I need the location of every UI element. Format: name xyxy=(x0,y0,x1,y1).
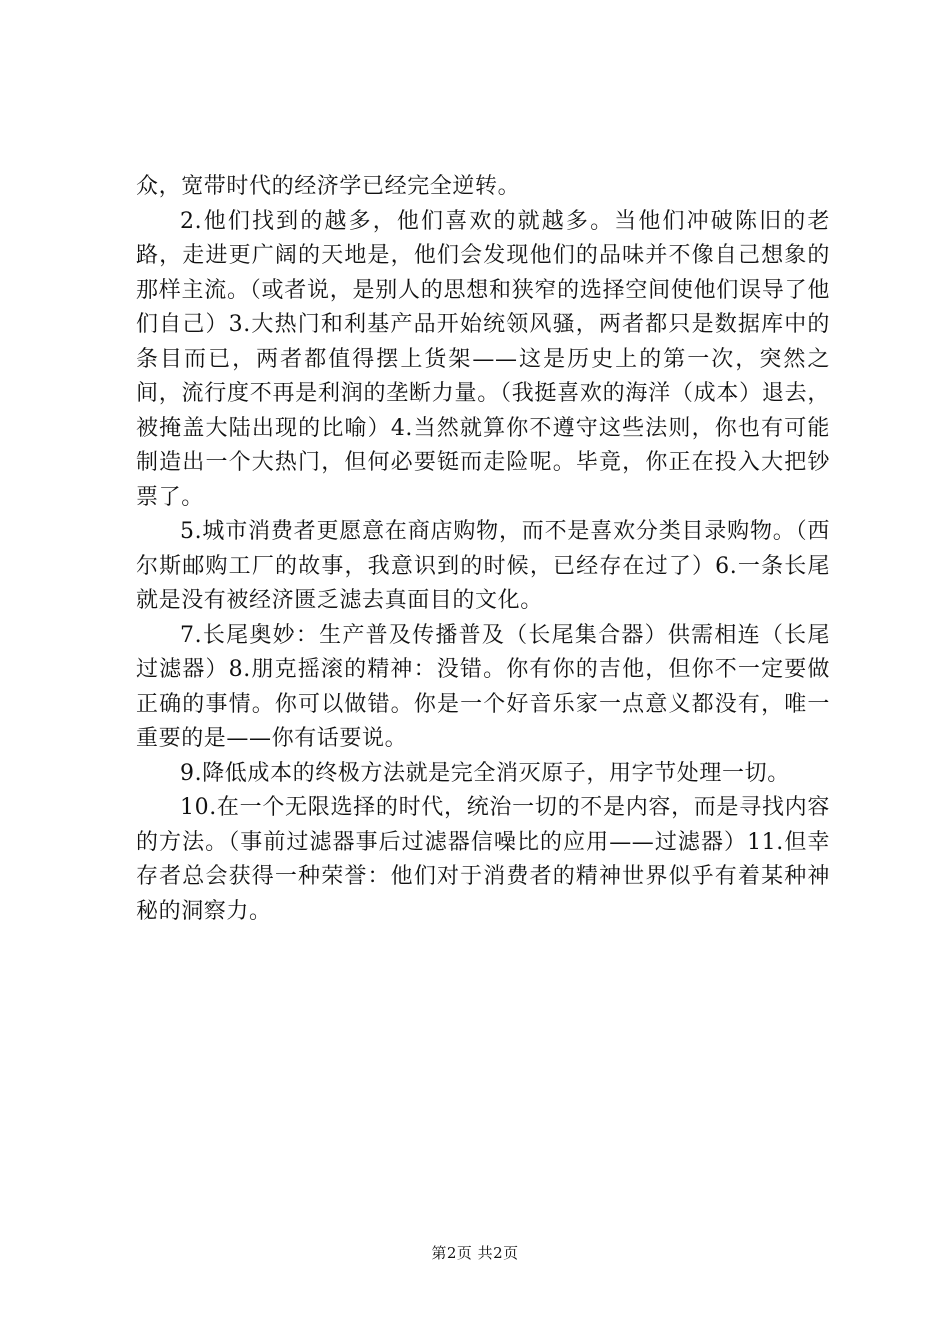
paragraph-4: 7.长尾奥妙：生产普及传播普及（长尾集合器）供需相连（长尾过滤器）8.朋克摇滚的精神：没错。你有你的吉他，但你不一定要做正确的事情。你可以做错。你是一个好音乐家一点意义都没有，唯一重要的是——你有话要说。 xyxy=(136,622,830,751)
paragraph-2: 2.他们找到的越多，他们喜欢的就越多。当他们冲破陈旧的老路，走进更广阔的天地是，他们会发现他们的品味并不像自己想象的那样主流。（或者说，是别人的思想和狭窄的选择空间使他们误导了他们自己）3.大热门和利基产品开始统领风骚，两者都只是数据库中的条目而已，两者都值得摆上货架——这是历史上的第一次，突然之间，流行度不再是利润的垄断力量。（我挺喜欢的海洋（成本）退去，被掩盖大陆出现的比喻）4.当然就算你不遵守这些法则，你也有可能制造出一个大热门，但何必要铤而走险呢。毕竟，你正在投入大把钞票了。 xyxy=(136,208,830,510)
paragraph-6: 10.在一个无限选择的时代，统治一切的不是内容，而是寻找内容的方法。（事前过滤器事后过滤器信噪比的应用——过滤器）11.但幸存者总会获得一种荣誉：他们对于消费者的精神世界似乎有着某种神秘的洞察力。 xyxy=(136,795,830,924)
document-body xyxy=(136,170,830,929)
page-number-label: 第2页 共2页 xyxy=(431,1244,519,1262)
paragraph-3: 5.城市消费者更愿意在商店购物，而不是喜欢分类目录购物。（西尔斯邮购工厂的故事，我意识到的时候，已经存在过了）6.一条长尾就是没有被经济匮乏滤去真面目的文化。 xyxy=(136,519,830,613)
page-footer xyxy=(0,1243,950,1263)
paragraph-5: 9.降低成本的终极方法就是完全消灭原子，用字节处理一切。 xyxy=(180,760,790,786)
paragraph-1: 众，宽带时代的经济学已经完全逆转。 xyxy=(136,174,521,199)
